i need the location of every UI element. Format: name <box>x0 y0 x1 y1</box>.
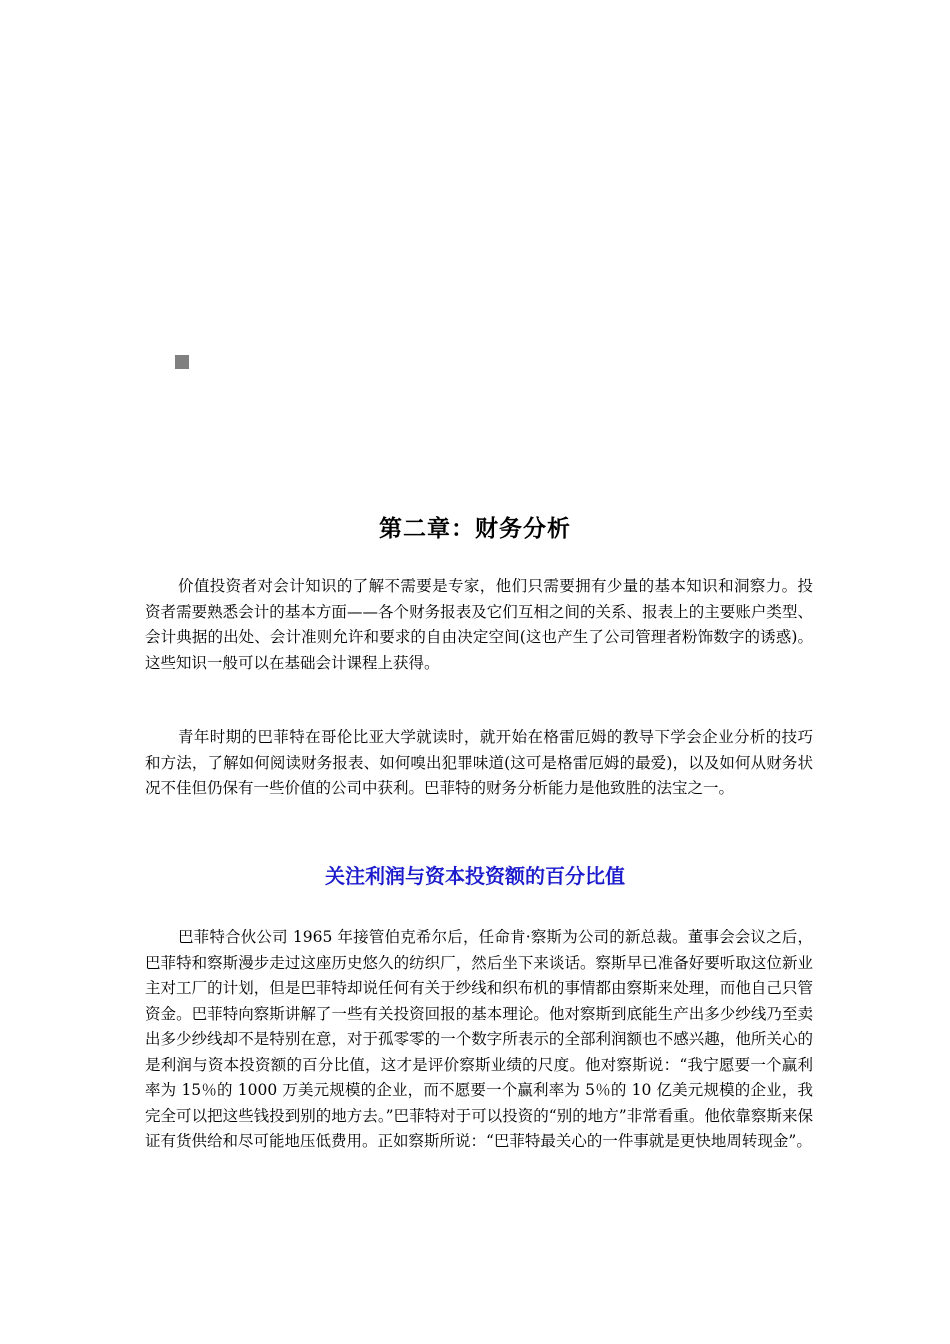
paragraph-intro: 价值投资者对会计知识的了解不需要是专家，他们只需要拥有少量的基本知识和洞察力。投资者需要熟悉会计的基本方面——各个财务报表及它们互相之间的关系、报表上的主要账户类型、会计典据的出处、会计准则允许和要求的自由决定空间(这也产生了公司管理者粉饰数字的诱惑)。这些知识一般可以在基础会计课程上获得。 <box>145 577 813 672</box>
paragraph-section-body: 巴菲特合伙公司 1965 年接管伯克希尔后，任命肯·察斯为公司的新总裁。董事会会议之后，巴菲特和察斯漫步走过这座历史悠久的纺织厂，然后坐下来谈话。察斯早已准备好要听取这位新业主对工厂的计划，但是巴菲特却说任何有关于纱线和织布机的事情都由察斯来处理，而他自己只管资金。巴菲特向察斯讲解了一些有关投资回报的基本理论。他对察斯到底能生产出多少纱线乃至卖出多少纱线却不是特别在意，对于孤零零的一个数字所表示的全部利润额也不感兴趣，他所关心的是利润与资本投资额的百分比值，这才是评价察斯业绩的尺度。他对察斯说：“我宁愿要一个赢利率为 15％的 1000 万美元规模的企业，而不愿要一个赢利率为 5％的 10 亿美元规模的企业，我完全可以把这些钱投到别的地方去。”巴菲特对于可以投资的“别的地方”非常看重。他依靠察斯来保证有货供给和尽可能地压低费用。正如察斯所说：“巴菲特最关心的一件事就是更快地周转现金”。 <box>145 928 813 1150</box>
chapter-title: 第二章：财务分析 <box>379 515 571 542</box>
square-bullet-icon <box>175 355 189 369</box>
paragraph-buffett-youth: 青年时期的巴菲特在哥伦比亚大学就读时，就开始在格雷厄姆的教导下学会企业分析的技巧和方法，了解如何阅读财务报表、如何嗅出犯罪味道(这可是格雷厄姆的最爱)，以及如何从财务状况不佳但仍保有一些价值的公司中获利。巴菲特的财务分析能力是他致胜的法宝之一。 <box>145 728 813 797</box>
section-title: 关注利润与资本投资额的百分比值 <box>325 864 625 888</box>
